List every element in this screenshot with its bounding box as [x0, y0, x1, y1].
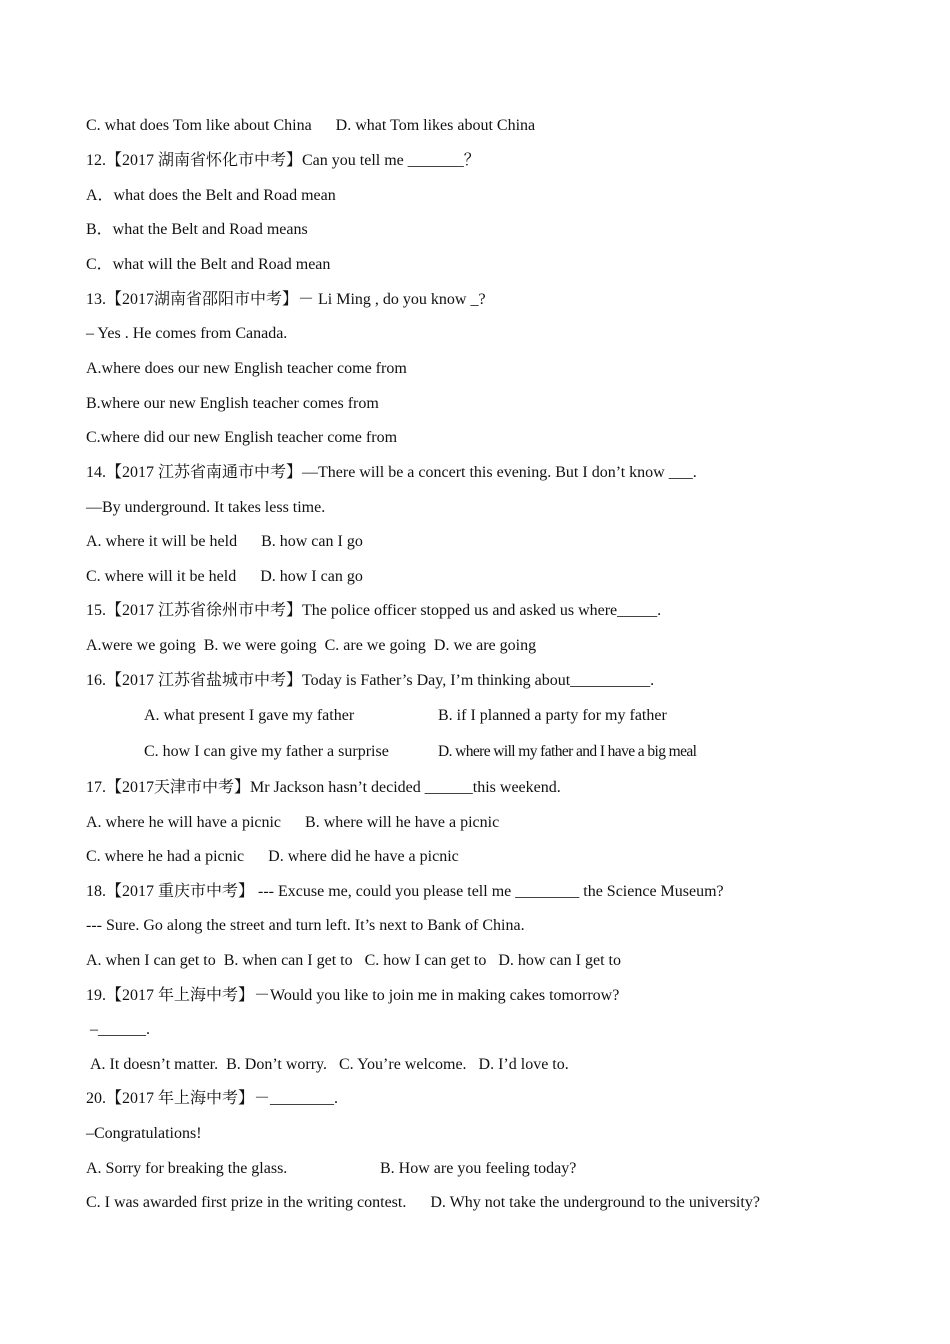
q18-options: A. when I can get to B. when can I get to C. how I can get to D. how can I get to: [86, 952, 621, 969]
q16-option-c: C. how I can give my father a surprise: [144, 743, 389, 760]
q20-option-a: A. Sorry for breaking the glass.: [86, 1160, 288, 1177]
q20-reply: –Congratulations!: [86, 1125, 202, 1142]
q13-option-c: C.where did our new English teacher come from: [86, 429, 398, 446]
q16-stem: 16.【2017 江苏省盐城市中考】Today is Father’s Day, I’m thinking about__________.: [86, 672, 655, 689]
q14-options-cd: C. where will it be held D. how I can go: [86, 568, 363, 585]
q11-options-cd: C. what does Tom like about China D. what Tom likes about China: [86, 117, 536, 134]
q17-options-cd: C. where he had a picnic D. where did he have a picnic: [86, 848, 459, 865]
q15-stem: 15.【2017 江苏省徐州市中考】The police officer stopped us and asked us where_____.: [86, 602, 662, 619]
q14-stem: 14.【2017 江苏省南通市中考】—There will be a concert this evening. But I don’t know ___.: [86, 464, 697, 481]
q20-options-cd: C. I was awarded first prize in the writing contest. D. Why not take the underground to the university?: [86, 1194, 760, 1211]
q20-option-b: B. How are you feeling today?: [380, 1160, 577, 1177]
q18-reply: --- Sure. Go along the street and turn left. It’s next to Bank of China.: [86, 917, 525, 934]
q13-stem: 13.【2017湖南省邵阳市中考】－ Li Ming , do you know _?: [86, 291, 486, 308]
q20-stem: 20.【2017 年上海中考】－________.: [86, 1090, 339, 1107]
q13-option-a: A.where does our new English teacher come from: [86, 360, 407, 377]
q19-options: A. It doesn’t matter. B. Don’t worry. C. You’re welcome. D. I’d love to.: [90, 1056, 569, 1073]
q14-reply: —By underground. It takes less time.: [86, 499, 326, 516]
q15-options: A.were we going B. we were going C. are we going D. we are going: [86, 637, 537, 654]
q19-reply: –______.: [90, 1021, 150, 1038]
q12-option-c: C．what will the Belt and Road mean: [86, 256, 331, 273]
q17-stem: 17.【2017天津市中考】Mr Jackson hasn’t decided ______this weekend.: [86, 779, 561, 796]
q12-option-b: B．what the Belt and Road means: [86, 221, 308, 238]
q16-option-b: B. if I planned a party for my father: [438, 707, 667, 724]
q12-option-a: A．what does the Belt and Road mean: [86, 187, 336, 204]
q13-option-b: B.where our new English teacher comes from: [86, 395, 379, 412]
q18-stem: 18.【2017 重庆市中考】 --- Excuse me, could you please tell me ________ the Science Museum?: [86, 883, 724, 900]
q16-option-d: D. where will my father and I have a big meal: [438, 743, 697, 760]
q17-options-ab: A. where he will have a picnic B. where will he have a picnic: [86, 814, 500, 831]
q16-option-a: A. what present I gave my father: [144, 707, 355, 724]
q12-stem: 12.【2017 湖南省怀化市中考】Can you tell me _______？: [86, 152, 480, 169]
q13-reply: – Yes . He comes from Canada.: [86, 325, 288, 342]
q19-stem: 19.【2017 年上海中考】－Would you like to join me in making cakes tomorrow?: [86, 987, 620, 1004]
q14-options-ab: A. where it will be held B. how can I go: [86, 533, 363, 550]
